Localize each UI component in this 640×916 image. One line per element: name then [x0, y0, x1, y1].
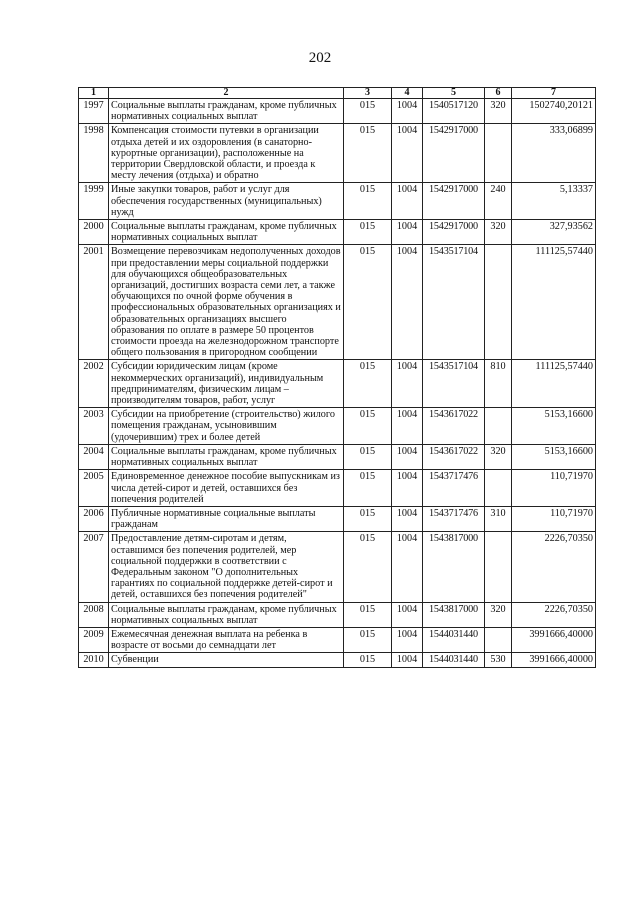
table-body: [79, 99, 596, 668]
row-number: 2007: [79, 532, 109, 602]
table-row: [79, 245, 596, 360]
expense-type-code: 530: [485, 653, 512, 667]
section-code: 1004: [392, 470, 423, 507]
department-code: 015: [344, 506, 392, 531]
target-article-code: 1543617022: [423, 408, 485, 445]
table-row: [79, 602, 596, 627]
amount-value: 111125,57440: [512, 360, 596, 408]
column-header: 4: [392, 88, 423, 99]
target-article-code: 1543717476: [423, 470, 485, 507]
budget-table: [78, 87, 596, 668]
column-header: 5: [423, 88, 485, 99]
expense-type-code: 320: [485, 602, 512, 627]
expense-type-code: 320: [485, 99, 512, 124]
column-header: 7: [512, 88, 596, 99]
row-description: Единовременное денежное пособие выпускникам из числа детей-сирот и детей, оставшихся без попечения родителей: [109, 470, 344, 507]
department-code: 015: [344, 220, 392, 245]
amount-value: 5153,16600: [512, 444, 596, 469]
table-row: [79, 220, 596, 245]
row-number: 2008: [79, 602, 109, 627]
target-article-code: 1544031440: [423, 653, 485, 667]
row-number: 2001: [79, 245, 109, 360]
expense-type-code: [485, 627, 512, 652]
row-description: Предоставление детям-сиротам и детям, оставшимся без попечения родителей, мер социальной поддержки в соответствии с Федеральным законом "О дополнительных гарантиях по социальной поддержке детей-сирот и детей, оставшихся без попечения родителей": [109, 532, 344, 602]
amount-value: 5,13337: [512, 183, 596, 220]
row-number: 1997: [79, 99, 109, 124]
row-description: Субсидии на приобретение (строительство) жилого помещения гражданам, усыновившим (удочерившим) трех и более детей: [109, 408, 344, 445]
target-article-code: 1543517104: [423, 245, 485, 360]
table-row: [79, 627, 596, 652]
row-description: Социальные выплаты гражданам, кроме публичных нормативных социальных выплат: [109, 444, 344, 469]
department-code: 015: [344, 444, 392, 469]
row-number: 2010: [79, 653, 109, 667]
table-row: [79, 183, 596, 220]
section-code: 1004: [392, 220, 423, 245]
amount-value: 1502740,20121: [512, 99, 596, 124]
row-number: 1998: [79, 124, 109, 183]
page-number: 202: [308, 50, 332, 66]
row-description: Социальные выплаты гражданам, кроме публичных нормативных социальных выплат: [109, 99, 344, 124]
table-row: [79, 532, 596, 602]
target-article-code: 1542917000: [423, 220, 485, 245]
row-number: 2004: [79, 444, 109, 469]
column-header: 1: [79, 88, 109, 99]
department-code: 015: [344, 532, 392, 602]
amount-value: 2226,70350: [512, 532, 596, 602]
table-row: [79, 506, 596, 531]
row-number: 2000: [79, 220, 109, 245]
table-row: [79, 360, 596, 408]
amount-value: 3991666,40000: [512, 653, 596, 667]
expense-type-code: 320: [485, 444, 512, 469]
column-header: 3: [344, 88, 392, 99]
target-article-code: 1543717476: [423, 506, 485, 531]
department-code: 015: [344, 124, 392, 183]
table-row: [79, 408, 596, 445]
department-code: 015: [344, 408, 392, 445]
section-code: 1004: [392, 444, 423, 469]
target-article-code: 1542917000: [423, 124, 485, 183]
row-number: 2006: [79, 506, 109, 531]
table-row: [79, 653, 596, 667]
expense-type-code: 310: [485, 506, 512, 531]
section-code: 1004: [392, 360, 423, 408]
target-article-code: 1543517104: [423, 360, 485, 408]
expense-type-code: 240: [485, 183, 512, 220]
target-article-code: 1543817000: [423, 602, 485, 627]
section-code: 1004: [392, 408, 423, 445]
row-number: 1999: [79, 183, 109, 220]
section-code: 1004: [392, 506, 423, 531]
section-code: 1004: [392, 627, 423, 652]
row-description: Ежемесячная денежная выплата на ребенка в возрасте от восьми до семнадцати лет: [109, 627, 344, 652]
target-article-code: 1544031440: [423, 627, 485, 652]
target-article-code: 1543817000: [423, 532, 485, 602]
amount-value: 110,71970: [512, 506, 596, 531]
header-row: [79, 88, 596, 99]
section-code: 1004: [392, 602, 423, 627]
row-description: Публичные нормативные социальные выплаты гражданам: [109, 506, 344, 531]
section-code: 1004: [392, 532, 423, 602]
row-description: Субвенции: [109, 653, 344, 667]
table-row: [79, 444, 596, 469]
expense-type-code: [485, 124, 512, 183]
amount-value: 110,71970: [512, 470, 596, 507]
table-row: [79, 470, 596, 507]
department-code: 015: [344, 602, 392, 627]
row-number: 2003: [79, 408, 109, 445]
amount-value: 111125,57440: [512, 245, 596, 360]
department-code: 015: [344, 653, 392, 667]
amount-value: 3991666,40000: [512, 627, 596, 652]
row-description: Субсидии юридическим лицам (кроме некоммерческих организаций), индивидуальным предпринимателям, физическим лицам – производителям товаров, работ, услуг: [109, 360, 344, 408]
amount-value: 327,93562: [512, 220, 596, 245]
department-code: 015: [344, 627, 392, 652]
section-code: 1004: [392, 99, 423, 124]
department-code: 015: [344, 360, 392, 408]
section-code: 1004: [392, 183, 423, 220]
row-description: Возмещение перевозчикам недополученных доходов при предоставлении меры социальной поддержки для обучающихся общеобразовательных организаций, достигших возраста семи лет, а также обучающихся по очной форме обучения в профессиональных образовательных организациях и образовательных организациях высшего образования по оплате в размере 50 процентов стоимости проезда на железнодорожном транспорте общего пользования в пригородном сообщении: [109, 245, 344, 360]
row-description: Компенсация стоимости путевки в организации отдыха детей и их оздоровления (в санаторно-курортные организации), расположенные на территории Свердловской области, и проезда к месту лечения (отдыха) и обратно: [109, 124, 344, 183]
section-code: 1004: [392, 245, 423, 360]
table-row: [79, 124, 596, 183]
target-article-code: 1540517120: [423, 99, 485, 124]
amount-value: 5153,16600: [512, 408, 596, 445]
expense-type-code: 320: [485, 220, 512, 245]
row-number: 2005: [79, 470, 109, 507]
row-number: 2009: [79, 627, 109, 652]
amount-value: 2226,70350: [512, 602, 596, 627]
department-code: 015: [344, 470, 392, 507]
row-description: Иные закупки товаров, работ и услуг для обеспечения государственных (муниципальных) нужд: [109, 183, 344, 220]
expense-type-code: [485, 532, 512, 602]
column-header: 6: [485, 88, 512, 99]
row-description: Социальные выплаты гражданам, кроме публичных нормативных социальных выплат: [109, 220, 344, 245]
target-article-code: 1542917000: [423, 183, 485, 220]
department-code: 015: [344, 183, 392, 220]
section-code: 1004: [392, 124, 423, 183]
department-code: 015: [344, 99, 392, 124]
amount-value: 333,06899: [512, 124, 596, 183]
expense-type-code: [485, 408, 512, 445]
expense-type-code: [485, 470, 512, 507]
table-row: [79, 99, 596, 124]
column-header: 2: [109, 88, 344, 99]
expense-type-code: [485, 245, 512, 360]
expense-type-code: 810: [485, 360, 512, 408]
row-description: Социальные выплаты гражданам, кроме публичных нормативных социальных выплат: [109, 602, 344, 627]
target-article-code: 1543617022: [423, 444, 485, 469]
section-code: 1004: [392, 653, 423, 667]
row-number: 2002: [79, 360, 109, 408]
department-code: 015: [344, 245, 392, 360]
